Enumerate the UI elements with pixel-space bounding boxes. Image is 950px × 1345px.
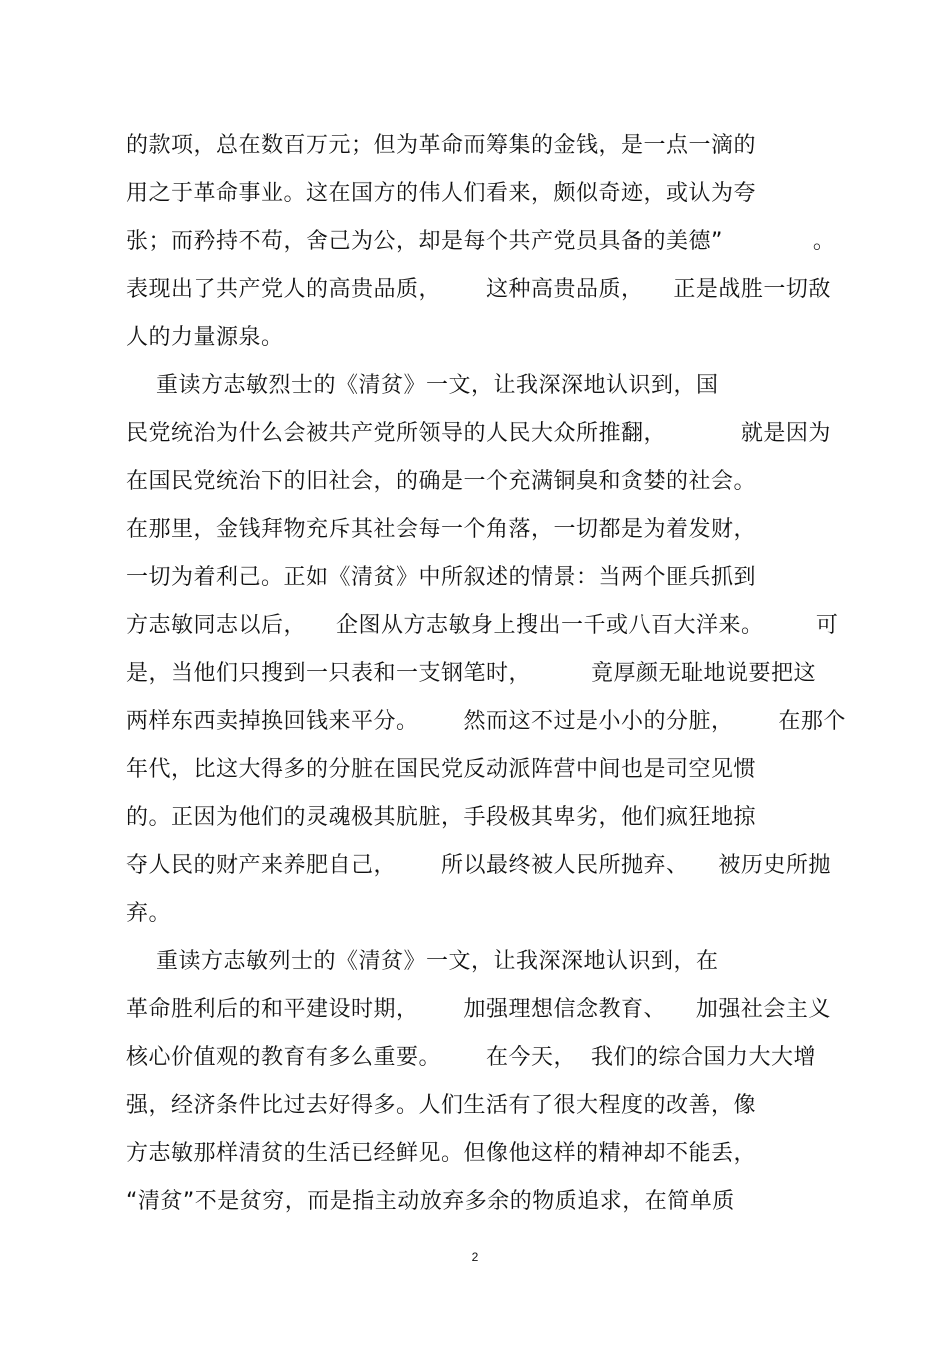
text-line: 重读方志敏烈士的《清贫》一文，让我深深地认识到，国 xyxy=(126,373,719,398)
text-line: 的款项，总在数百万元；但为革命而筹集的金钱，是一点一滴的 xyxy=(126,133,757,158)
text-line: 的。正因为他们的灵魂极其肮脏，手段极其卑劣，他们疯狂地掠 xyxy=(126,805,757,830)
text-line: 用之于革命事业。这在国方的伟人们看来，颇似奇迹，或认为夸 xyxy=(126,181,757,206)
page-number: 2 xyxy=(471,1250,479,1264)
text-line: 方志敏同志以后， 企图从方志敏身上搜出一千或八百大洋来。 可 xyxy=(126,613,839,638)
text-line: 核心价值观的教育有多么重要。 在今天， 我们的综合国力大大增 xyxy=(126,1045,816,1070)
text-line: 重读方志敏列士的《清贫》一文，让我深深地认识到，在 xyxy=(126,949,719,974)
text-line: 年代，比这大得多的分脏在国民党反动派阵营中间也是司空见惯 xyxy=(126,757,757,782)
text-line: 表现出了共产党人的高贵品质， 这种高贵品质， 正是战胜一切敌 xyxy=(126,277,831,302)
text-line: 在国民党统治下的旧社会，的确是一个充满铜臭和贪婪的社会。 xyxy=(126,469,757,494)
text-line: 弃。 xyxy=(126,901,172,926)
text-line: 张；而矜持不苟，舍己为公，却是每个共产党员具备的美德” 。 xyxy=(126,229,836,254)
text-line: 强，经济条件比过去好得多。人们生活有了很大程度的改善，像 xyxy=(126,1093,757,1118)
text-line: 夺人民的财产来养肥自己， 所以最终被人民所抛弃、 被历史所抛 xyxy=(126,853,831,878)
text-line: 方志敏那样清贫的生活已经鲜见。但像他这样的精神却不能丢， xyxy=(126,1141,757,1166)
text-line: 革命胜利后的和平建设时期， 加强理想信念教育、 加强社会主义 xyxy=(126,997,831,1022)
text-line: 两样东西卖掉换回钱来平分。 然而这不过是小小的分脏， 在那个 xyxy=(126,709,846,734)
text-line: “清贫”不是贫穷，而是指主动放弃多余的物质追求，在简单质 xyxy=(126,1189,735,1214)
text-line: 是，当他们只搜到一只表和一支钢笔时， 竟厚颜无耻地说要把这 xyxy=(126,661,816,686)
text-line: 一切为着利己。正如《清贫》中所叙述的情景：当两个匪兵抓到 xyxy=(126,565,757,590)
text-line: 民党统治为什么会被共产党所领导的人民大众所推翻， 就是因为 xyxy=(126,421,831,446)
text-line: 在那里，金钱拜物充斥其社会每一个角落，一切都是为着发财， xyxy=(126,517,757,542)
text-line: 人的力量源泉。 xyxy=(126,325,284,350)
